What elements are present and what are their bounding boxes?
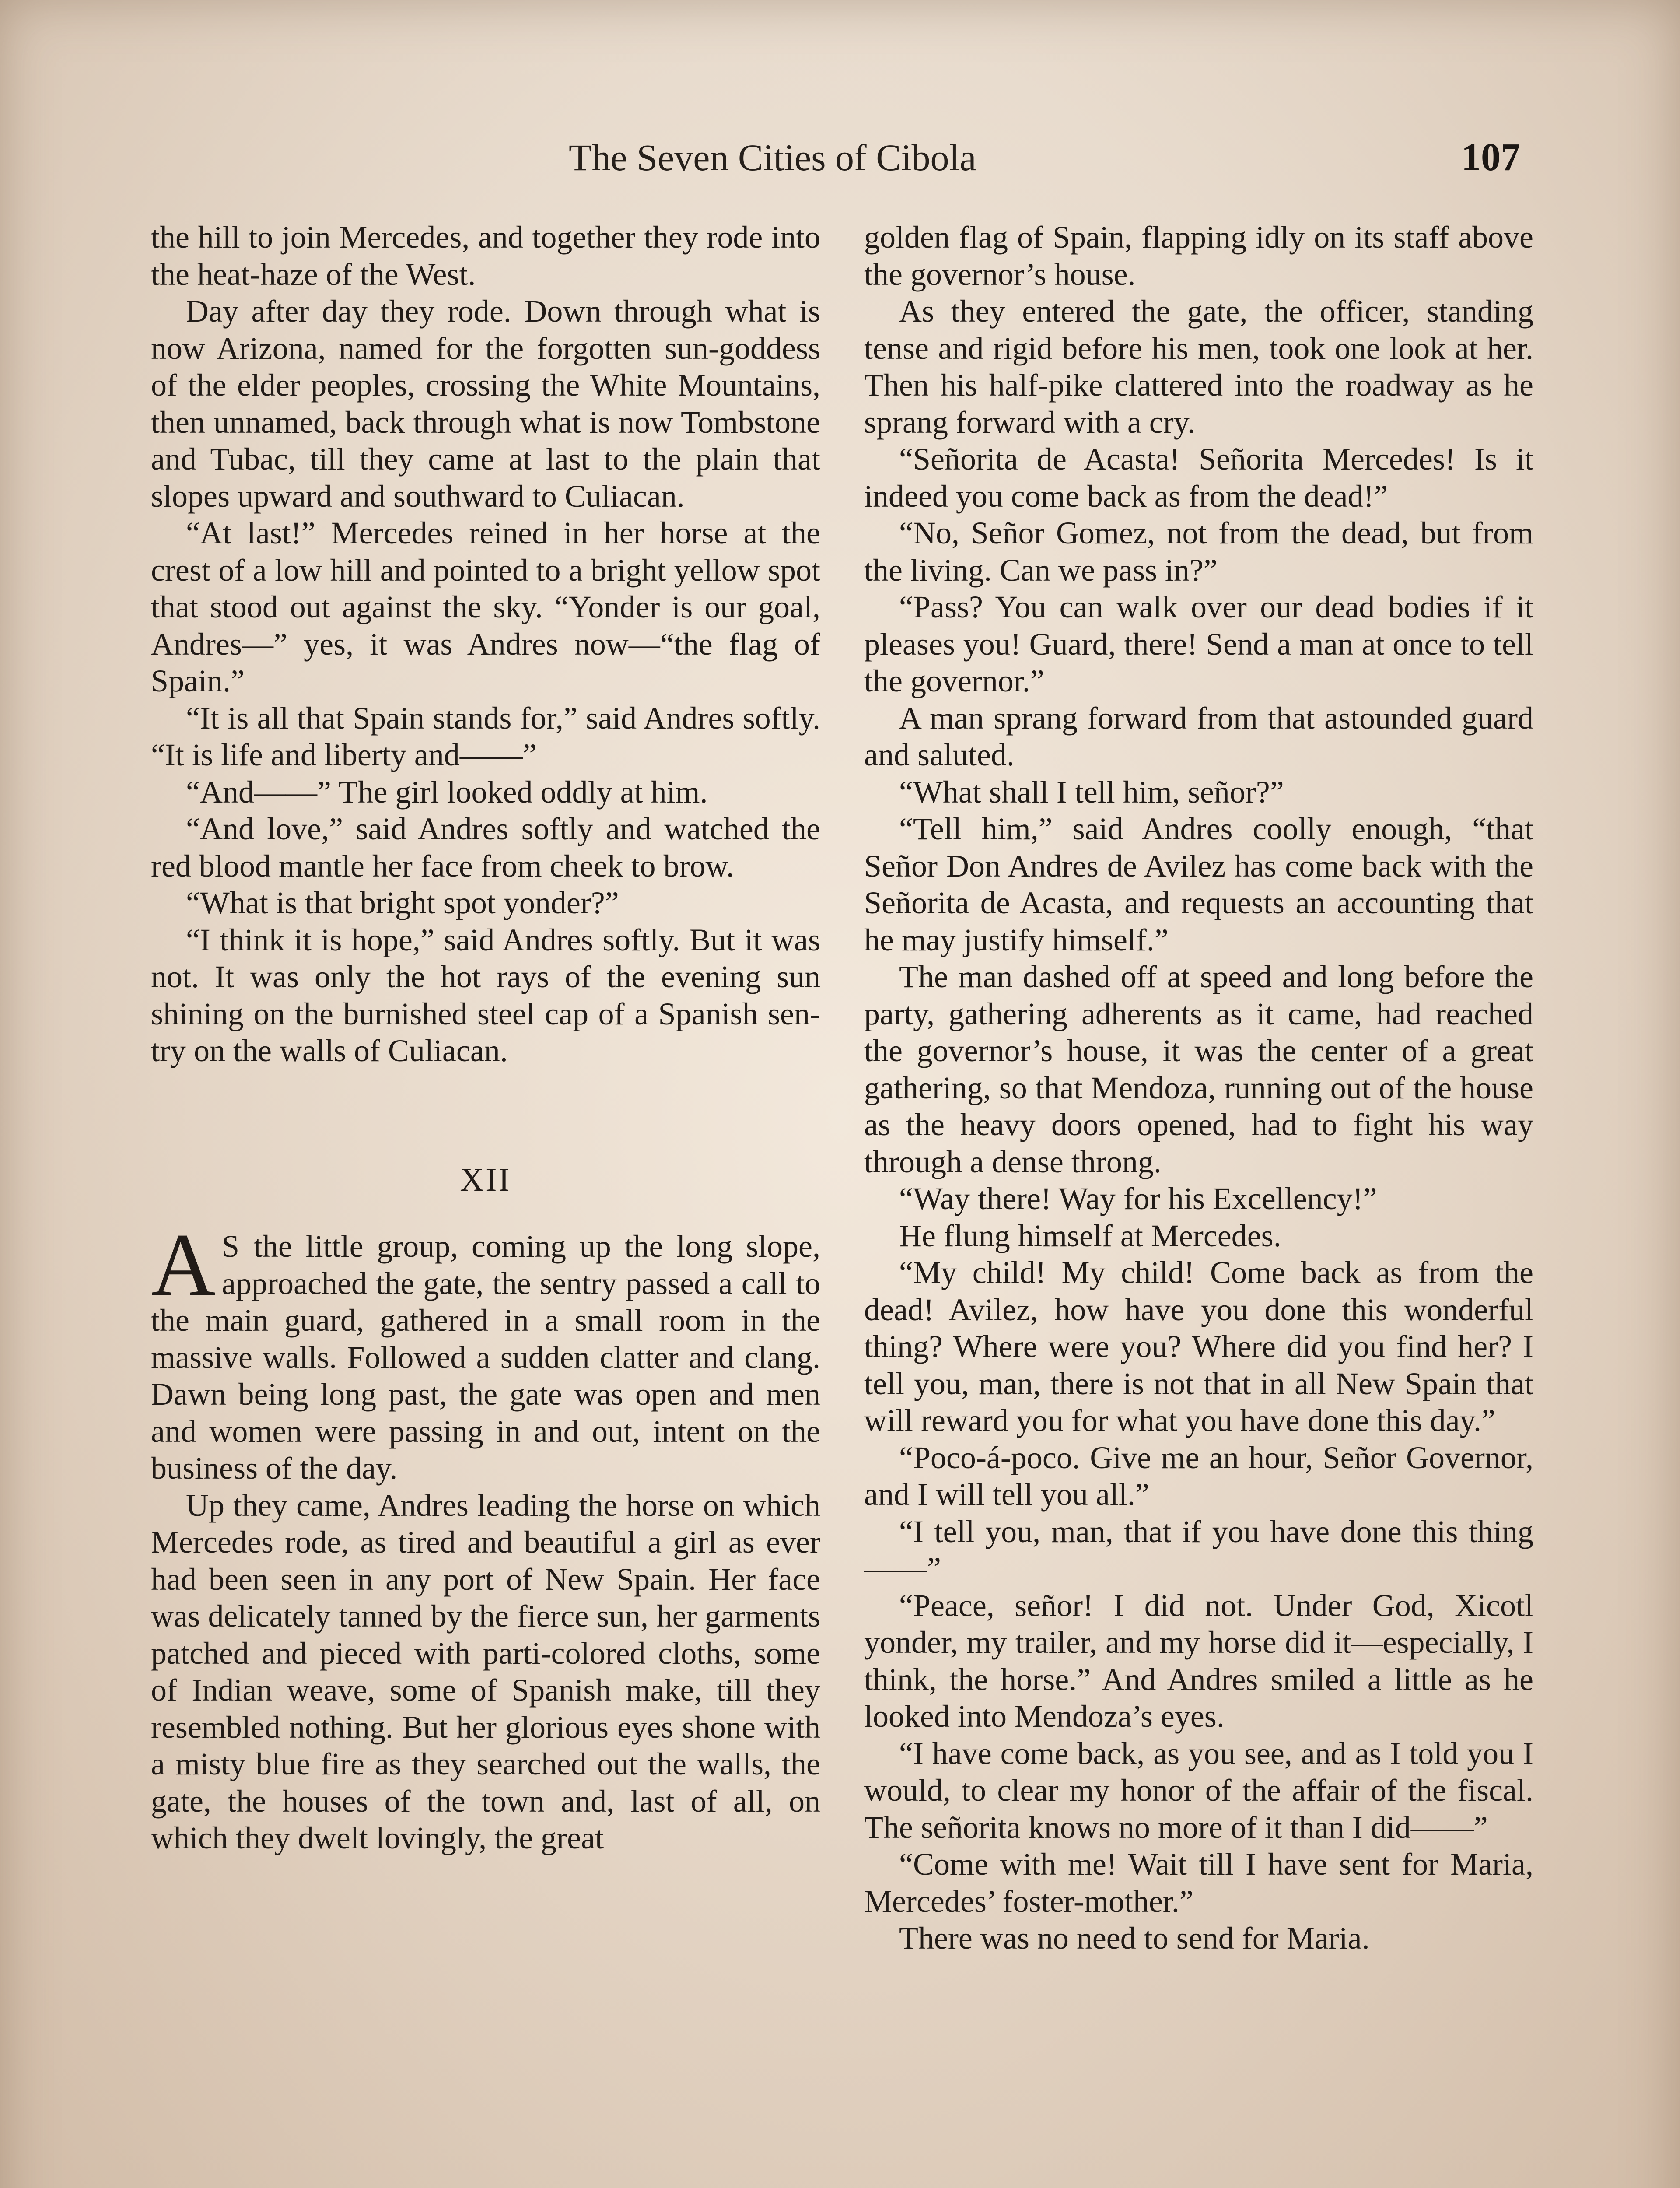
paragraph: “What is that bright spot yonder?” — [186, 885, 619, 920]
paragraph: “I have come back, as you see, and as I told you I would, to clear my honor of the affair of the fiscal. The señorita knows no more of it than I did——” — [864, 1736, 1533, 1845]
paragraph: “What shall I tell him, señor?” — [899, 774, 1284, 810]
paragraph: Up they came, Andres leading the horse on which Mercedes rode, as tired and beautiful a girl as ever had been seen in any port of New Spain. Her face was delicately tanned by the fierce sun, her garments patched and pieced with parti-colored cloths, some of Indian weave, some of Spanish make, till they resembled nothing. But her glorious eyes shone with a misty blue fire as they searched out the walls, the gate, the houses of the town and, last of all, on which they dwelt lovingly, the great — [151, 1487, 820, 1855]
paragraph: “Poco-á-poco. Give me an hour, Señor Governor, and I will tell you all.” — [864, 1440, 1533, 1512]
right-column — [864, 219, 1533, 1957]
paragraph: “My child! My child! Come back as from the dead! Avilez, how have you done this wonderful thing? Where were you? Where did you find her? I tell you, man, there is not that in all New Spain that will reward you for what you have done this day.” — [864, 1255, 1533, 1438]
paragraph: “And love,” said Andres softly and watched the red blood mantle her face from cheek to brow. — [151, 811, 820, 884]
page-number: 107 — [1461, 136, 1520, 179]
paragraph-text: the little group, coming up the long slope, approached the gate, the sentry passed a call to the main guard, gathered in a small room in the massive walls. Followed a sudden clatter and clang. Dawn being long past, the gate was open and men and women were passing in and out, intent on the business of the day. — [151, 1229, 821, 1486]
paragraph: “Pass? You can walk over our dead bodies if it pleases you! Guard, there! Send a man at once to tell the governor.” — [864, 589, 1533, 698]
chapter-heading: XII — [460, 1161, 511, 1198]
paragraph: “Way there! Way for his Excellency!” — [899, 1181, 1377, 1216]
drop-cap: A — [151, 1215, 216, 1315]
paragraph: “It is all that Spain stands for,” said Andres softly. “It is life and liberty and——” — [151, 700, 820, 772]
running-title: The Seven Cities of Cibola — [569, 137, 976, 179]
paragraph: “I tell you, man, that if you have done this thing——” — [864, 1514, 1533, 1586]
paragraph: golden flag of Spain, flapping idly on its staff above the governor’s house. — [864, 220, 1533, 292]
paragraph: “Come with me! Wait till I have sent for Maria, Mercedes’ foster-mother.” — [864, 1847, 1533, 1919]
paragraph: “No, Señor Gomez, not from the dead, but from the living. Can we pass in?” — [864, 515, 1533, 588]
paragraph: “Peace, señor! I did not. Under God, Xicotl yonder, my trailer, and my horse did it—especially, I think, the horse.” And Andres smiled a little as he looked into Mendoza’s eyes. — [864, 1588, 1533, 1734]
paragraph: “I think it is hope,” said Andres softly. But it was not. It was only the hot rays of the evening sun shining on the burnished steel cap of a Spanish sentry on the walls of Culiacan. — [151, 922, 820, 1068]
paragraph: The man dashed off at speed and long before the party, gathering adherents as it came, had reached the governor’s house, it was the center of a great gathering, so that Mendoza, running out of the house as the heavy doors opened, had to fight his way through a dense throng. — [864, 959, 1533, 1179]
left-column — [151, 219, 820, 1857]
paragraph: There was no need to send for Maria. — [899, 1921, 1370, 1956]
paragraph: Day after day they rode. Down through what is now Arizona, named for the forgotten sun-goddess of the elder peoples, crossing the White Mountains, then unnamed, back through what is now Tombstone and Tubac, till they came at last to the plain that slopes upward and southward to Culiacan. — [151, 294, 820, 514]
paragraph: He flung himself at Mercedes. — [899, 1218, 1281, 1253]
paragraph: “And——” The girl looked oddly at him. — [186, 774, 708, 810]
paragraph: the hill to join Mercedes, and together they rode into the heat-haze of the West. — [151, 220, 820, 292]
paragraph: A man sprang forward from that astounded guard and saluted. — [864, 700, 1533, 772]
paragraph: As they entered the gate, the officer, standing tense and rigid before his men, took one look at her. Then his half-pike clattered into the roadway as he sprang forward with a cry. — [864, 294, 1533, 440]
paragraph: “Tell him,” said Andres coolly enough, “that Señor Don Andres de Avilez has come back with the Señorita de Acasta, and requests an accounting that he may justify himself.” — [864, 811, 1533, 957]
chapter-opening-paragraph — [151, 1215, 821, 1487]
drop-cap-continuation: S — [222, 1229, 241, 1264]
paragraph: “Señorita de Acasta! Señorita Mercedes! Is it indeed you come back as from the dead!” — [864, 442, 1533, 514]
paragraph: “At last!” Mercedes reined in her horse at the crest of a low hill and pointed to a bright yellow spot that stood out against the sky. “Yonder is our goal, Andres—” yes, it was Andres now—“the flag of Spain.” — [151, 515, 820, 698]
